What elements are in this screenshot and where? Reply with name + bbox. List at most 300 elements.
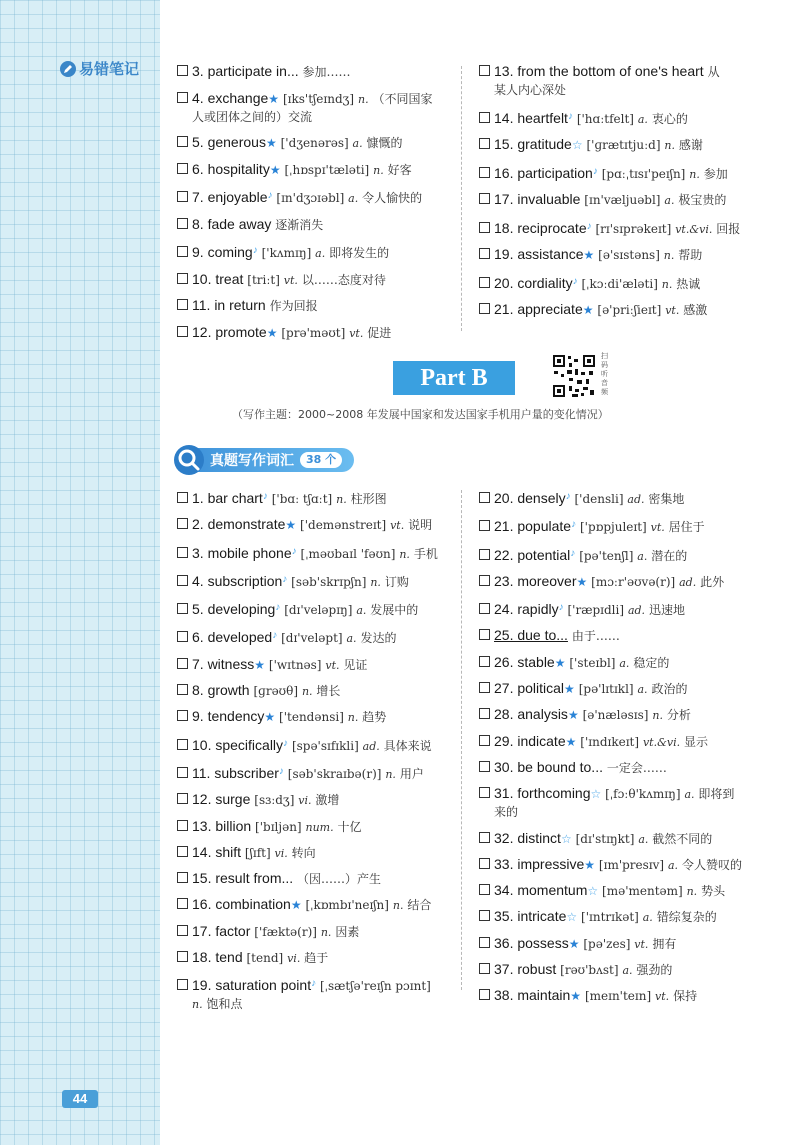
part-of-speech: vt.&vi. [642, 735, 681, 749]
phonetic: ['pɒpjuleɪt] [579, 520, 647, 535]
vocab-entry [479, 680, 779, 698]
checkbox[interactable] [177, 136, 188, 147]
part-of-speech: n. [661, 277, 673, 291]
meaning: 促进 [367, 325, 392, 340]
checkbox[interactable] [479, 989, 490, 1000]
checkbox[interactable] [479, 303, 490, 314]
hollow-star-icon: ☆ [560, 831, 572, 846]
vocab-entry [177, 708, 462, 726]
meaning: 由于…… [571, 629, 620, 644]
phonetic: [mə'mentəm] [602, 884, 683, 899]
checkbox[interactable] [177, 603, 188, 614]
vocab-word: 16. combination [192, 896, 291, 913]
audio-icon: ♪ [291, 545, 297, 557]
part-of-speech: n. [664, 139, 675, 152]
phonetic: [ʃɪft] [244, 845, 271, 860]
checkbox[interactable] [177, 218, 188, 229]
vocab-entry [479, 908, 779, 926]
part-of-speech: n. [347, 711, 359, 725]
meaning: 密集地 [648, 492, 685, 506]
vocab-entry [479, 785, 779, 821]
vocab-word: 5. generous [192, 134, 266, 150]
vocab-entry [177, 627, 462, 647]
vocab-word: 24. rapidly [494, 601, 559, 618]
phonetic: ['demənstreɪt] [300, 518, 387, 533]
brand-name: 易错笔记 [79, 60, 140, 78]
meaning: 用户 [399, 766, 424, 781]
meaning: 发达的 [360, 631, 397, 646]
phonetic: [səb'skraɪbə(r)] [287, 766, 382, 781]
vocab-entry [479, 246, 779, 264]
meaning: 手机 [413, 546, 438, 561]
phonetic: [ɪks'tʃeɪndʒ] [282, 91, 355, 106]
checkbox[interactable] [479, 682, 490, 693]
vocab-word: 7. witness [192, 655, 255, 672]
vocab-word: 11. in return [192, 297, 266, 313]
meaning: 即将到 [698, 787, 735, 802]
page-number: 44 [62, 1090, 98, 1108]
star-icon: ★ [565, 734, 577, 749]
vocab-entry [479, 301, 779, 319]
meaning: 居住于 [668, 520, 705, 535]
meaning: 拥有 [652, 936, 677, 951]
vocab-word: 8. growth [192, 682, 250, 699]
meaning: 从 [707, 65, 720, 79]
checkbox[interactable] [479, 549, 490, 560]
checkbox[interactable] [177, 979, 188, 990]
phonetic: [ɡrəʊθ] [253, 684, 299, 699]
checkbox[interactable] [479, 761, 490, 772]
column-divider [461, 490, 462, 990]
phonetic: [ˌsætʃə'reɪʃn pɔɪnt] [319, 979, 431, 994]
phonetic: [mɔːr'əʊvə(r)] [591, 574, 676, 589]
checkbox[interactable] [177, 658, 188, 669]
checkbox[interactable] [177, 518, 188, 529]
vocab-word: 7. enjoyable [192, 189, 268, 205]
checkbox[interactable] [177, 273, 188, 284]
phonetic: ['fæktə(r)] [254, 924, 317, 939]
phonetic: ['densli] [574, 492, 624, 506]
phonetic: [ɪm'presɪv] [598, 857, 665, 872]
phonetic: ['hɑːtfelt] [576, 111, 634, 126]
meaning: 感谢 [678, 138, 703, 152]
phonetic: [ˌkɔːdi'æləti] [581, 276, 658, 291]
vocab-entry [177, 844, 462, 862]
checkbox[interactable] [479, 735, 490, 746]
meaning-continued [479, 81, 779, 99]
vocab-entry [479, 488, 779, 508]
part-of-speech: a. [346, 632, 357, 646]
star-icon: ★ [269, 162, 281, 177]
hollow-star-icon: ☆ [566, 910, 578, 925]
audio-icon: ♪ [567, 110, 573, 122]
checkbox[interactable] [177, 547, 188, 558]
vocab-word: 6. hospitality [192, 160, 270, 177]
star-icon: ★ [285, 518, 297, 533]
checkbox[interactable] [177, 925, 188, 936]
meaning: 参加…… [302, 65, 351, 79]
vocab-word: 5. developing [192, 601, 276, 618]
checkbox[interactable] [479, 520, 490, 531]
checkbox[interactable] [177, 872, 188, 883]
star-icon: ★ [568, 936, 580, 951]
phonetic: [meɪn'teɪn] [584, 989, 652, 1004]
checkbox[interactable] [177, 299, 188, 310]
phonetic: [tend] [246, 951, 284, 966]
vocab-word: 23. moreover [494, 572, 577, 589]
phonetic: [ə'næləsɪs] [582, 708, 649, 723]
meaning: 令人赞叹的 [681, 857, 742, 872]
meaning: 某人内心深处 [494, 83, 567, 97]
meaning: 迅速地 [648, 603, 685, 618]
checkbox[interactable] [177, 492, 188, 503]
part-of-speech: a. [348, 192, 359, 205]
vocab-word: 29. indicate [494, 732, 566, 749]
checkbox[interactable] [479, 65, 490, 76]
part-of-speech: vt. [634, 937, 649, 951]
meaning: 令人愉快的 [362, 191, 423, 205]
phonetic: ['tendənsi] [279, 710, 344, 725]
part-of-speech: a. [637, 683, 648, 697]
vocab-entry [177, 791, 462, 809]
meaning: 订购 [384, 574, 409, 589]
star-icon: ★ [268, 91, 280, 106]
checkbox[interactable] [177, 898, 188, 909]
phonetic: ['wɪtnəs] [268, 657, 322, 672]
vocab-entry [479, 856, 779, 874]
hollow-star-icon: ☆ [571, 138, 583, 152]
part-of-speech: n. [320, 925, 332, 939]
checkbox[interactable] [479, 656, 490, 667]
phonetic: [dɪ'stɪŋkt] [575, 831, 635, 846]
vocab-word: 19. saturation point [192, 977, 312, 994]
part-of-speech: a. [637, 112, 648, 126]
vocab-entry [177, 896, 462, 914]
part-of-speech: n. [336, 493, 347, 506]
checkbox[interactable] [177, 951, 188, 962]
vocab-entry [177, 516, 462, 534]
vocab-entry [479, 654, 779, 672]
checkbox[interactable] [177, 767, 188, 778]
checkbox[interactable] [479, 277, 490, 288]
meaning: 激增 [315, 793, 340, 808]
vocab-entry [177, 216, 457, 234]
meaning: 柱形图 [350, 492, 387, 506]
star-icon: ★ [254, 657, 266, 672]
phonetic: [ɪn'væljuəbl] [584, 193, 661, 207]
vocab-word: 38. maintain [494, 987, 571, 1004]
checkbox[interactable] [479, 248, 490, 259]
phonetic: [rəʊ'bʌst] [560, 963, 619, 978]
checkbox[interactable] [479, 937, 490, 948]
vocab-word: 37. robust [494, 961, 557, 978]
vocab-entry [479, 759, 779, 777]
star-icon: ★ [266, 325, 278, 340]
part-of-speech: a. [642, 911, 653, 925]
phonetic: [triːt] [247, 272, 280, 287]
phonetic: [pə'tenʃl] [579, 548, 634, 563]
checkbox[interactable] [479, 112, 490, 123]
part-b-left-column [177, 488, 462, 1022]
meaning: （因……）产生 [297, 872, 382, 887]
part-b-right-column [479, 488, 779, 1014]
checkbox[interactable] [479, 492, 490, 503]
vocab-word: 17. invaluable [494, 191, 581, 207]
vocab-entry [177, 656, 462, 674]
vocab-word: 10. treat [192, 270, 244, 287]
vocab-word: 4. subscription [192, 572, 283, 589]
vocab-word: 27. political [494, 680, 565, 697]
checkbox[interactable] [479, 222, 490, 233]
vocab-word: 6. developed [192, 629, 273, 646]
vocab-entry [479, 191, 779, 209]
phonetic: ['ɡrætɪtjuːd] [586, 138, 661, 152]
checkbox[interactable] [177, 846, 188, 857]
checkbox[interactable] [479, 575, 490, 586]
meaning: 极宝贵的 [678, 193, 727, 207]
vocab-entry [177, 949, 462, 967]
vocab-word: 22. potential [494, 546, 571, 563]
vocab-entry [177, 763, 462, 783]
part-of-speech: vt. [655, 990, 670, 1004]
phonetic: ['bɪljən] [255, 819, 302, 834]
vocab-entry [177, 90, 457, 126]
checkbox[interactable] [479, 787, 490, 798]
star-icon: ★ [265, 136, 277, 150]
star-icon: ★ [264, 710, 276, 725]
phonetic: [spə'sɪfɪkli] [291, 738, 359, 753]
meaning: 增长 [316, 684, 341, 699]
vocab-entry [479, 599, 779, 619]
audio-icon: ♪ [565, 491, 571, 502]
meaning: 衷心的 [651, 111, 688, 126]
audio-icon: ♪ [311, 978, 317, 990]
phonetic: [pə'lɪtɪkl] [578, 682, 634, 697]
vocab-word: 35. intricate [494, 908, 567, 925]
vocab-word: 14. shift [192, 843, 242, 860]
vocab-entry [177, 735, 462, 755]
part-of-speech: n. [399, 547, 410, 561]
part-of-speech: a. [684, 788, 695, 802]
meaning: 作为回报 [269, 299, 318, 313]
vocab-word: 18. reciprocate [494, 219, 587, 236]
vocab-word: 3. participate in... [192, 63, 299, 79]
vocab-word: 31. forthcoming [494, 785, 591, 802]
vocab-entry [479, 830, 779, 848]
vocab-entry [479, 516, 779, 536]
checkbox[interactable] [177, 793, 188, 804]
part-of-speech: a. [664, 194, 675, 207]
vocab-entry [177, 242, 457, 262]
phonetic: ['dʒenərəs] [280, 136, 349, 150]
audio-icon: ♪ [586, 220, 592, 232]
meaning: 来的 [494, 805, 519, 820]
vocab-word: 28. analysis [494, 706, 568, 723]
star-icon: ★ [583, 248, 595, 262]
audio-icon: ♪ [262, 491, 268, 502]
part-of-speech: a. [637, 549, 648, 563]
checkbox[interactable] [177, 631, 188, 642]
part-of-speech: vt. [650, 521, 665, 535]
phonetic: ['steɪbl] [569, 655, 616, 670]
phonetic: [sɜːdʒ] [254, 793, 295, 808]
meaning: 以……态度对待 [301, 272, 386, 287]
audio-icon: ♪ [558, 602, 564, 614]
vocab-word: 34. momentum [494, 882, 588, 899]
meaning: 显示 [683, 734, 708, 749]
hollow-star-icon: ☆ [590, 787, 602, 802]
checkbox[interactable] [177, 65, 188, 76]
vocab-entry [479, 627, 779, 645]
audio-icon: ♪ [572, 275, 578, 287]
vocab-word: 13. billion [192, 817, 252, 834]
meaning: 十亿 [337, 819, 362, 834]
star-icon: ★ [570, 989, 582, 1004]
vocab-entry [177, 923, 462, 941]
part-of-speech: vi. [274, 846, 288, 860]
vocab-entry [479, 108, 779, 128]
star-icon: ★ [564, 682, 575, 697]
checkbox[interactable] [177, 246, 188, 257]
phonetic: ['kʌmɪŋ] [261, 246, 312, 260]
phonetic: [rɪ'sɪprəkeɪt] [595, 221, 672, 236]
meaning: 潜在的 [651, 548, 688, 563]
vocab-entry [479, 935, 779, 953]
meaning: 转向 [291, 845, 316, 860]
checkbox[interactable] [479, 708, 490, 719]
vocab-entry [177, 134, 457, 152]
checkbox[interactable] [177, 575, 188, 586]
phonetic: ['ɪntrɪkət] [581, 910, 639, 925]
audio-icon: ♪ [278, 765, 284, 777]
phonetic: [ə'sɪstəns] [598, 248, 660, 262]
checkbox[interactable] [479, 858, 490, 869]
part-of-speech: n. [357, 92, 369, 106]
vocab-entry [177, 161, 457, 179]
checkbox[interactable] [177, 710, 188, 721]
hollow-star-icon: ☆ [587, 884, 599, 899]
meaning: 见证 [343, 657, 368, 672]
part-of-speech: a. [356, 604, 367, 618]
checkbox[interactable] [479, 910, 490, 921]
checkbox[interactable] [177, 191, 188, 202]
vocab-entry [479, 573, 779, 591]
brand-logo [60, 58, 139, 79]
meaning: 政治的 [651, 682, 688, 697]
meaning-continued [177, 995, 462, 1013]
vocab-word: 30. be bound to... [494, 758, 603, 775]
audio-icon: ♪ [252, 245, 258, 256]
section-title: 真题写作词汇 [210, 453, 294, 469]
part-of-speech: ad. [362, 739, 380, 753]
pencil-icon [60, 61, 76, 77]
meaning: 好客 [387, 162, 412, 177]
phonetic: [ə'priːʃieɪt] [597, 303, 662, 317]
vocab-entry [177, 870, 462, 888]
meaning-continued [177, 108, 457, 126]
meaning: 慷慨的 [366, 136, 403, 150]
part-of-speech: vi. [287, 952, 301, 966]
checkbox[interactable] [479, 193, 490, 204]
vocab-word: 15. gratitude [494, 136, 572, 152]
checkbox[interactable] [479, 963, 490, 974]
qr-label: 扫码听音频 [601, 352, 608, 396]
vocab-entry [177, 324, 457, 342]
part-of-speech: ad. [679, 575, 697, 589]
meaning: 分析 [666, 708, 691, 723]
checkbox[interactable] [479, 832, 490, 843]
meaning: 回报 [716, 221, 741, 236]
checkbox[interactable] [177, 92, 188, 103]
phonetic: [dɪ'veləpɪŋ] [284, 603, 353, 618]
vocab-word: 4. exchange [192, 89, 269, 106]
phonetic: ['ræpɪdli] [567, 603, 625, 618]
vocab-entry [479, 545, 779, 565]
checkbox[interactable] [177, 739, 188, 750]
part-of-speech: a. [352, 137, 363, 150]
checkbox[interactable] [177, 684, 188, 695]
part-of-speech: vt. [665, 304, 680, 317]
checkbox[interactable] [177, 163, 188, 174]
checkbox[interactable] [479, 884, 490, 895]
checkbox[interactable] [479, 138, 490, 149]
checkbox[interactable] [177, 326, 188, 337]
vocab-word: 1. bar chart [192, 490, 263, 506]
part-b-banner: Part B [393, 361, 515, 395]
section-heading [176, 447, 354, 473]
audio-icon: ♪ [282, 573, 288, 585]
meaning-continued [479, 803, 779, 821]
vocab-entry [177, 975, 462, 1013]
checkbox[interactable] [479, 603, 490, 614]
star-icon: ★ [584, 857, 596, 872]
meaning: 感激 [683, 303, 708, 317]
vocab-word: 33. impressive [494, 855, 585, 872]
vocab-entry [479, 163, 779, 183]
part-of-speech: n. [192, 998, 203, 1012]
star-icon: ★ [554, 655, 566, 670]
vocab-entry [177, 488, 462, 508]
vocab-entry [177, 271, 457, 289]
meaning: （不同国家 [372, 91, 433, 106]
meaning: 截然不同的 [652, 831, 713, 846]
part-of-speech: a. [622, 964, 633, 978]
vocab-entry [177, 63, 457, 81]
checkbox[interactable] [479, 167, 490, 178]
part-of-speech: a. [619, 656, 630, 670]
vocab-word: 2. demonstrate [192, 516, 286, 533]
phonetic: [səb'skrɪpʃn] [291, 574, 367, 589]
vocab-word: 12. promote [192, 323, 267, 340]
part-of-speech: n. [370, 575, 381, 589]
meaning: 参加 [703, 166, 728, 181]
margin-grid [0, 0, 160, 1145]
audio-icon: ♪ [267, 190, 273, 201]
part-of-speech: n. [385, 767, 396, 781]
vocab-word: 32. distinct [494, 829, 561, 846]
audio-icon: ♪ [272, 630, 278, 642]
qr-code-icon[interactable] [552, 354, 596, 398]
vocab-word: 3. mobile phone [192, 544, 292, 561]
checkbox[interactable] [479, 629, 490, 640]
vocab-entry [177, 599, 462, 619]
meaning: 发展中的 [370, 603, 419, 618]
part-of-speech: a. [315, 247, 326, 260]
part-of-speech: n. [373, 163, 384, 177]
checkbox[interactable] [177, 820, 188, 831]
vocab-entry [177, 187, 457, 207]
star-icon: ★ [576, 574, 588, 589]
